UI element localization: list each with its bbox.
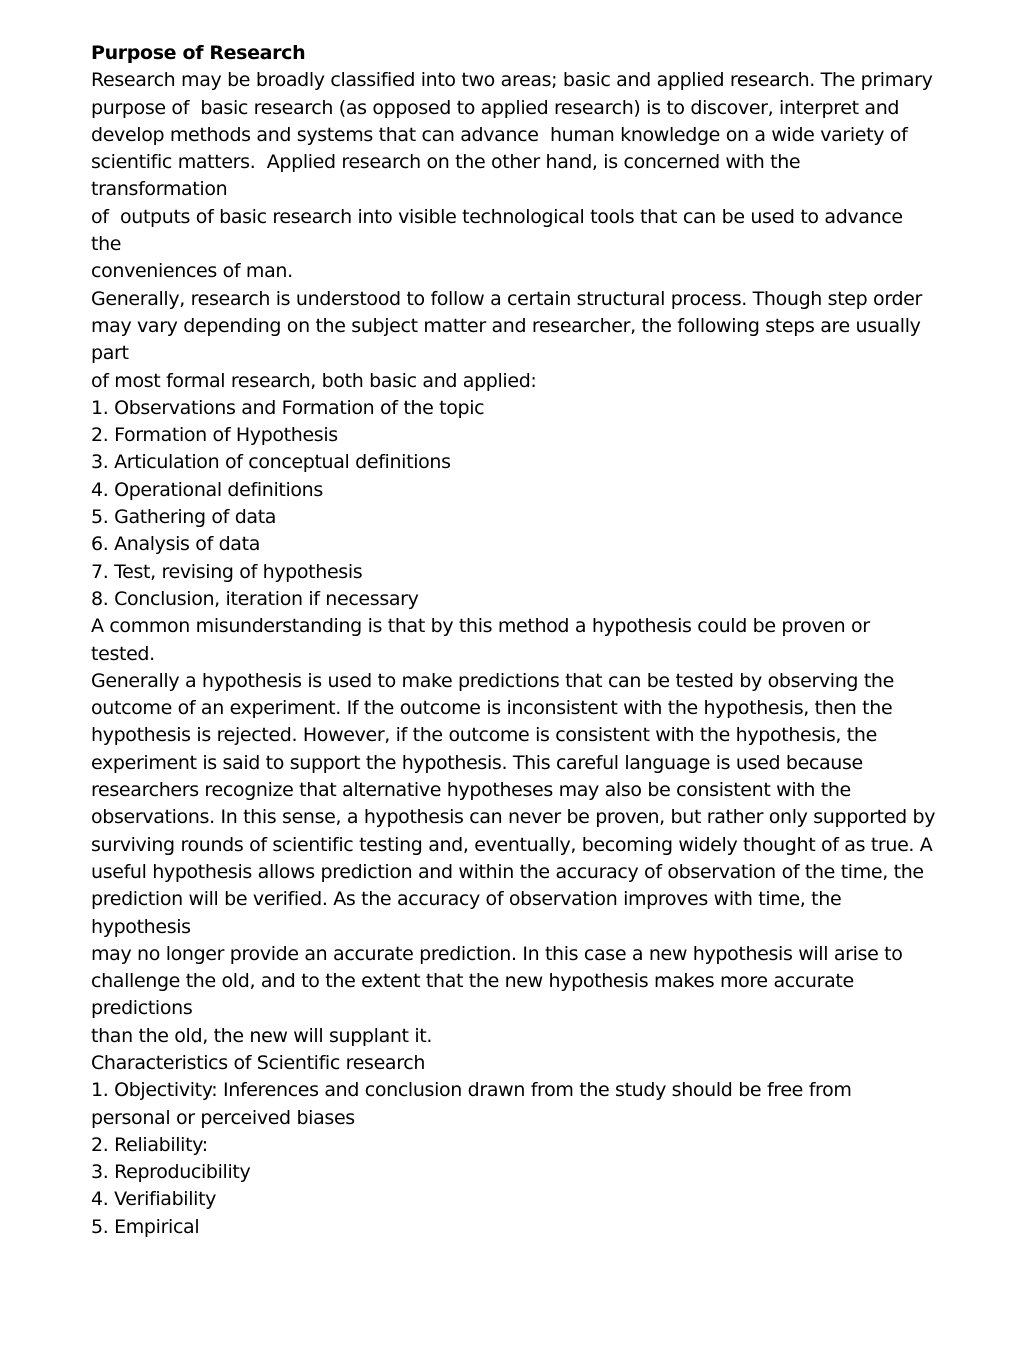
text-line: may no longer provide an accurate prediction. In this case a new hypothesis will arise to [91, 942, 903, 965]
text-line: than the old, the new will supplant it. [91, 1024, 433, 1047]
text-line: observations. In this sense, a hypothesis can never be proven, but rather only supported by [91, 806, 936, 829]
text-line: 7. Test, revising of hypothesis [91, 560, 363, 583]
text-line: of outputs of basic research into visible technological tools that can be used to advance [91, 205, 903, 228]
text-line: tested. [91, 642, 155, 665]
text-line: 3. Articulation of conceptual definitions [91, 451, 451, 474]
text-line: Characteristics of Scientific research [91, 1051, 426, 1074]
text-line: A common misunderstanding is that by this method a hypothesis could be proven or [91, 615, 870, 638]
text-line: experiment is said to support the hypothesis. This careful language is used because [91, 751, 863, 774]
text-line: challenge the old, and to the extent that the new hypothesis makes more accurate [91, 970, 854, 993]
text-line: purpose of basic research (as opposed to applied research) is to discover, interpret and [91, 96, 900, 119]
text-line: Generally, research is understood to follow a certain structural process. Though step order [91, 287, 922, 310]
text-line: 4. Verifiability [91, 1188, 217, 1211]
text-line: 2. Formation of Hypothesis [91, 424, 338, 447]
text-line: outcome of an experiment. If the outcome is inconsistent with the hypothesis, then the [91, 697, 893, 720]
text-line: Generally a hypothesis is used to make predictions that can be tested by observing the [91, 669, 894, 692]
text-line: 8. Conclusion, iteration if necessary [91, 587, 419, 610]
text-line: useful hypothesis allows prediction and within the accuracy of observation of the time, the [91, 860, 924, 883]
text-line: Research may be broadly classified into two areas; basic and applied research. The primary [91, 69, 933, 92]
text-line: 3. Reproducibility [91, 1161, 251, 1184]
document-title: Purpose of Research [91, 42, 306, 64]
text-line: 5. Empirical [91, 1215, 200, 1238]
document-body [91, 67, 951, 1241]
text-line: researchers recognize that alternative hypotheses may also be consistent with the [91, 779, 851, 802]
text-line: part [91, 342, 129, 365]
document-page [91, 40, 951, 1241]
text-line: the [91, 233, 122, 256]
text-line: of most formal research, both basic and applied: [91, 369, 537, 392]
text-line: prediction will be verified. As the accuracy of observation improves with time, the [91, 888, 842, 911]
text-line: may vary depending on the subject matter and researcher, the following steps are usually [91, 314, 921, 337]
text-line: 5. Gathering of data [91, 506, 277, 529]
text-line: 1. Objectivity: Inferences and conclusion drawn from the study should be free from [91, 1079, 852, 1102]
text-line: 1. Observations and Formation of the topic [91, 396, 485, 419]
text-line: develop methods and systems that can advance human knowledge on a wide variety of [91, 123, 908, 146]
text-line: conveniences of man. [91, 260, 293, 283]
text-line: 6. Analysis of data [91, 533, 260, 556]
text-line: predictions [91, 997, 193, 1020]
text-line: hypothesis is rejected. However, if the outcome is consistent with the hypothesis, the [91, 724, 877, 747]
text-line: scientific matters. Applied research on the other hand, is concerned with the [91, 151, 801, 174]
text-line: 4. Operational definitions [91, 478, 323, 501]
text-line: personal or perceived biases [91, 1106, 355, 1129]
text-line: 2. Reliability: [91, 1133, 208, 1156]
text-line: hypothesis [91, 915, 191, 938]
text-line: transformation [91, 178, 228, 201]
text-line: surviving rounds of scientific testing and, eventually, becoming widely thought of as true. A [91, 833, 933, 856]
